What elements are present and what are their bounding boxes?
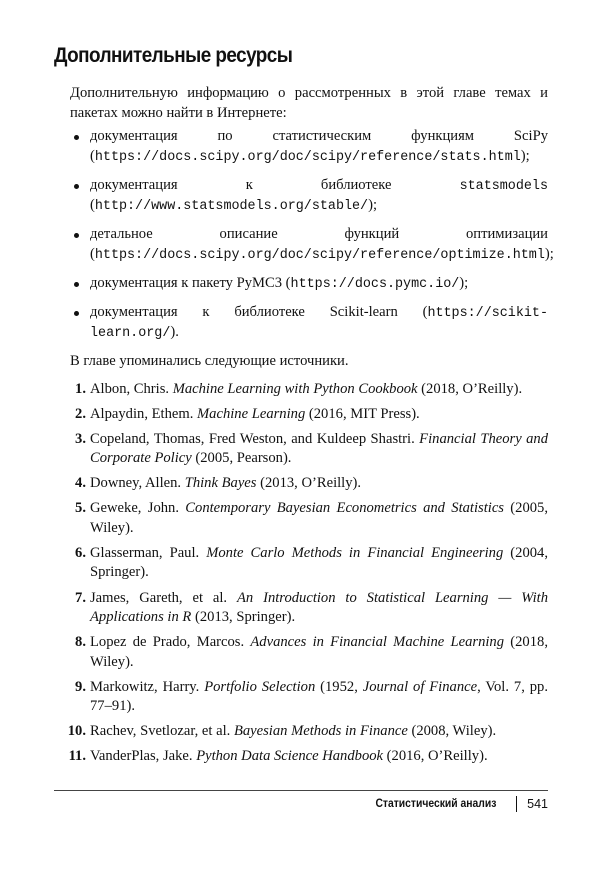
reference-item: 2. Alpaydin, Ethem. Machine Learning (2016, MIT Press). (75, 405, 420, 422)
reference-item: 9. Markowitz, Harry. Portfolio Selection (1952, Journal of Finance, Vol. 7, pp. 77–91). (75, 678, 548, 715)
url-link[interactable]: https://docs.pymc.io/ (290, 276, 460, 292)
intro-paragraph: Дополнительную информацию о рассмотренных в этой главе темах и пакетах можно найти в Интернете: (70, 85, 548, 121)
page-content (67, 84, 554, 773)
reference-item: 3. Copeland, Thomas, Fred Weston, and Kuldeep Shastri. Financial Theory and Corporate Policy (2005, Pearson). (75, 430, 548, 467)
sources-intro: В главе упоминались следующие источники. (70, 353, 349, 369)
list-item: документация по статистическим функциям SciPy (https://docs.scipy.org/doc/scipy/reference/stats.html); (70, 127, 548, 167)
bullet-icon (74, 311, 79, 316)
footer-separator (516, 796, 517, 812)
footer-divider (54, 790, 548, 791)
bullet-icon (74, 282, 79, 287)
list-item: документация к пакету PyMC3 (https://docs.pymc.io/); (70, 274, 548, 295)
reference-item: 7. James, Gareth, et al. An Introduction to Statistical Learning — With Applications in R (2013, Springer). (75, 589, 548, 626)
reference-item: 5. Geweke, John. Contemporary Bayesian Econometrics and Statistics (2005, Wiley). (75, 500, 548, 536)
reference-item: 11. VanderPlas, Jake. Python Data Science Handbook (2016, O’Reilly). (68, 748, 488, 765)
bullet-icon (74, 184, 79, 189)
list-item: документация к библиотеке Scikit-learn (https://scikit-learn.org/). (70, 303, 548, 344)
bullet-icon (74, 135, 79, 140)
url-link[interactable]: https://docs.scipy.org/doc/scipy/reference/optimize.html (94, 247, 545, 263)
list-item: детальное описание функций оптимизации (https://docs.scipy.org/doc/scipy/reference/optimize.html); (70, 225, 548, 265)
bullet-icon (74, 233, 79, 238)
package-name: statsmodels (459, 178, 548, 194)
page-number: 541 (527, 797, 548, 811)
reference-list (67, 380, 548, 767)
reference-item: 10. Rachev, Svetlozar, et al. Bayesian Methods in Finance (2008, Wiley). (67, 723, 497, 740)
url-link[interactable]: http://www.statsmodels.org/stable/ (94, 199, 369, 214)
url-link[interactable]: https://docs.scipy.org/doc/scipy/reference/stats.html (94, 149, 521, 165)
reference-item: 8. Lopez de Prado, Marcos. Advances in Financial Machine Learning (2018, Wiley). (75, 634, 548, 670)
page-footer (362, 796, 548, 812)
reference-item: 6. Glasserman, Paul. Monte Carlo Methods in Financial Engineering (2004, Springer). (75, 544, 548, 581)
url-link[interactable]: https://scikit-learn.org/ (90, 305, 548, 341)
resource-list (70, 127, 554, 344)
section-heading: Дополнительные ресурсы (54, 44, 293, 67)
list-item: документация к библиотеке statsmodels (http://www.statsmodels.org/stable/); (70, 176, 548, 217)
running-title: Статистический анализ (375, 798, 497, 810)
reference-item: 1. Albon, Chris. Machine Learning with Python Cookbook (2018, O’Reilly). (75, 380, 523, 397)
reference-item: 4. Downey, Allen. Think Bayes (2013, O’Reilly). (75, 475, 362, 492)
